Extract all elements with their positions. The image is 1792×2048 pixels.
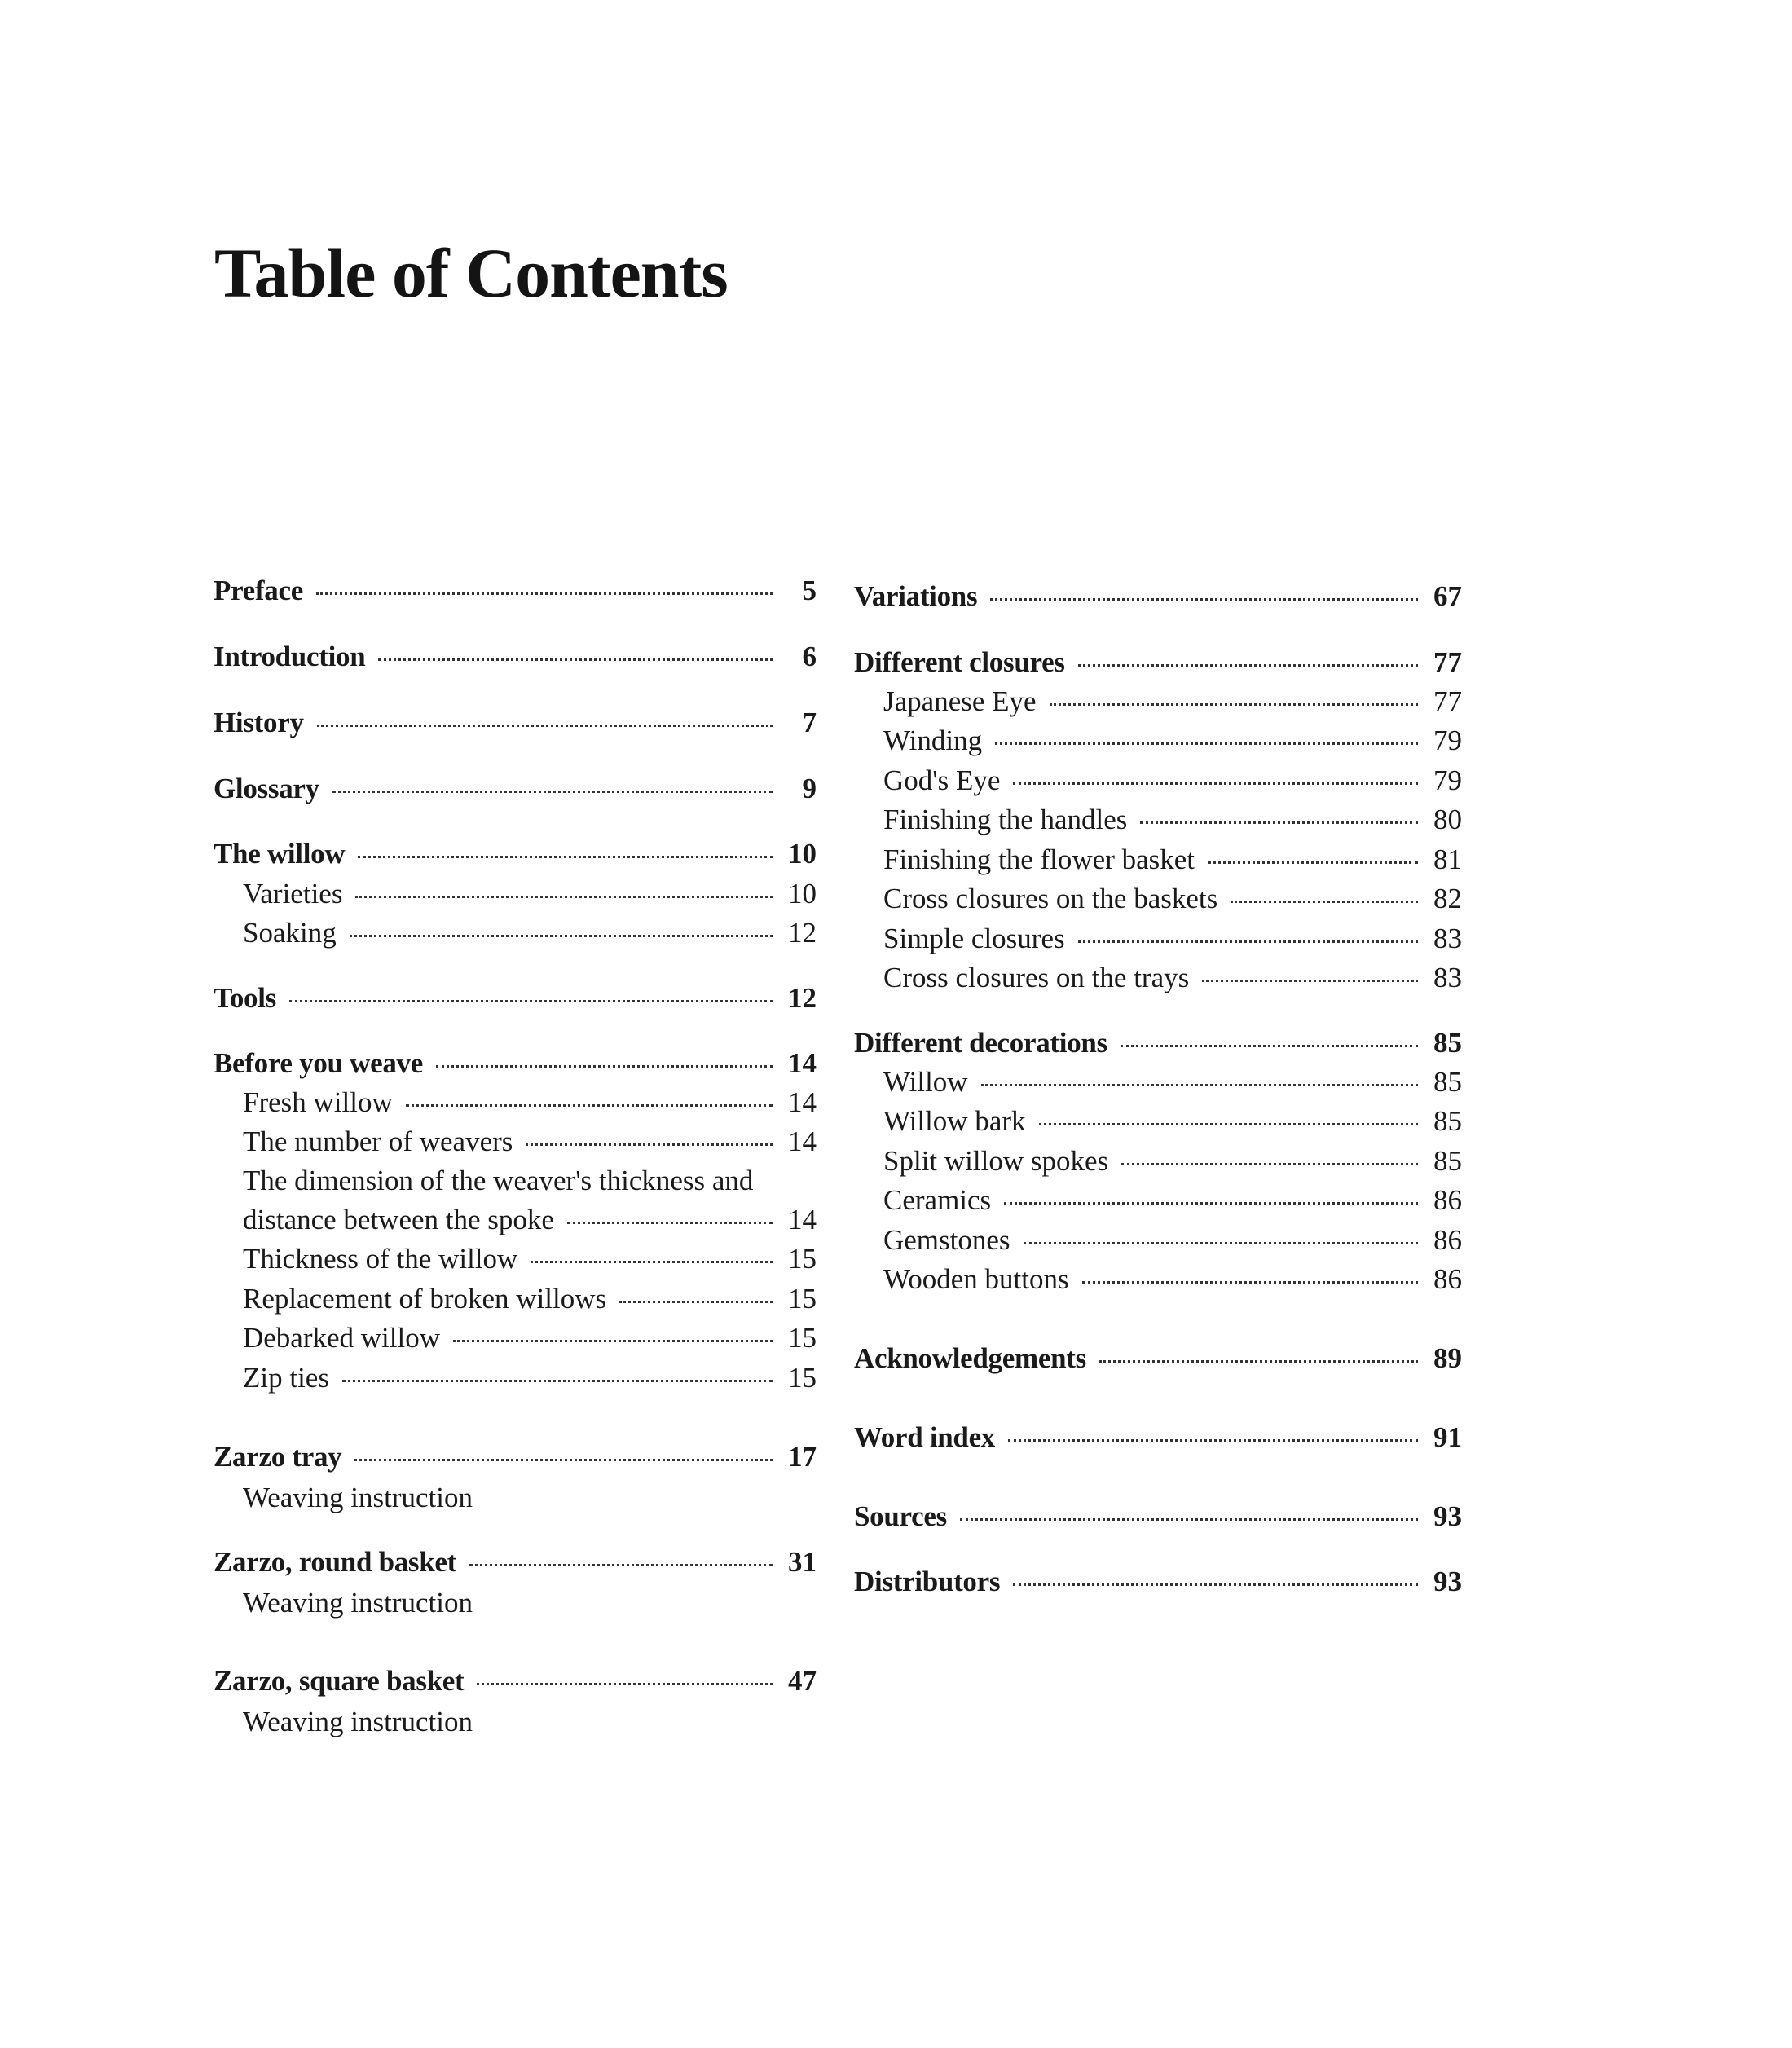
toc-entry-label: History xyxy=(214,707,304,738)
toc-entry-label: Wooden buttons xyxy=(883,1263,1069,1295)
dot-leader xyxy=(1231,901,1418,903)
toc-entry-zarzo-round-basket[interactable] xyxy=(214,1546,817,1587)
dot-leader xyxy=(378,658,773,661)
toc-entry-label: Before you weave xyxy=(214,1047,423,1079)
dot-leader xyxy=(317,725,773,727)
dot-leader xyxy=(453,1340,773,1342)
toc-entry-label: Cross closures on the baskets xyxy=(883,883,1218,914)
toc-subentry-varieties[interactable] xyxy=(243,878,817,918)
dot-leader xyxy=(289,1000,773,1002)
toc-entry-different-closures[interactable] xyxy=(854,646,1462,687)
dot-leader xyxy=(342,1380,773,1382)
toc-entry-page: 15 xyxy=(788,1243,817,1275)
toc-entry-label: Zarzo, square basket xyxy=(214,1665,465,1697)
toc-entry-tools[interactable] xyxy=(214,982,817,1023)
toc-entry-page: 85 xyxy=(1433,1145,1462,1177)
dot-leader xyxy=(567,1222,773,1224)
toc-entry-label: Willow bark xyxy=(883,1105,1026,1137)
toc-entry-page: 67 xyxy=(1433,580,1462,612)
toc-subentry-zip-ties[interactable] xyxy=(243,1362,817,1403)
toc-subentry-dimension-line1[interactable]: The dimension of the weaver's thickness and xyxy=(243,1165,754,1196)
toc-entry-page: 89 xyxy=(1433,1342,1462,1374)
toc-entry-page: 6 xyxy=(802,641,817,672)
dot-leader xyxy=(1024,1242,1418,1244)
toc-subentry-simple-closures[interactable] xyxy=(883,923,1462,963)
toc-entry-glossary[interactable] xyxy=(214,773,817,813)
toc-entry-page: 14 xyxy=(788,1204,817,1235)
dot-leader xyxy=(619,1301,773,1303)
toc-subentry-dimension-line2[interactable] xyxy=(243,1204,817,1244)
toc-entry-label: Simple closures xyxy=(883,923,1065,954)
dot-leader xyxy=(531,1261,773,1263)
toc-entry-label: Introduction xyxy=(214,641,366,672)
toc-entry-label: Debarked willow xyxy=(243,1322,441,1354)
toc-entry-label: Word index xyxy=(854,1421,996,1453)
toc-entry-label: Zarzo, round basket xyxy=(214,1546,457,1578)
toc-entry-page: 79 xyxy=(1433,764,1462,796)
toc-entry-distributors[interactable] xyxy=(854,1566,1462,1606)
toc-entry-page: 82 xyxy=(1433,883,1462,914)
toc-entry-label: Zip ties xyxy=(243,1362,329,1394)
toc-entry-label: Preface xyxy=(214,575,303,606)
toc-entry-page: 9 xyxy=(802,773,817,804)
toc-entry-label: Varieties xyxy=(243,878,343,909)
dot-leader xyxy=(1121,1163,1418,1165)
toc-subentry-debarked-willow[interactable] xyxy=(243,1322,817,1363)
dot-leader xyxy=(1082,1281,1418,1284)
toc-entry-label: The willow xyxy=(214,838,346,870)
toc-entry-page: 10 xyxy=(788,838,817,870)
dot-leader xyxy=(477,1683,773,1685)
toc-entry-label: Willow xyxy=(883,1066,968,1098)
toc-entry-zarzo-tray[interactable] xyxy=(214,1441,817,1482)
toc-entry-label: Different decorations xyxy=(854,1027,1107,1059)
toc-entry-word-index[interactable] xyxy=(854,1421,1462,1462)
dot-leader xyxy=(1140,821,1418,824)
toc-entry-label: Japanese Eye xyxy=(883,685,1037,717)
toc-entry-label: The number of weavers xyxy=(243,1125,513,1157)
dot-leader xyxy=(990,598,1418,601)
toc-entry-introduction[interactable] xyxy=(214,641,817,681)
dot-leader xyxy=(1202,980,1418,982)
toc-entry-label: Zarzo tray xyxy=(214,1441,342,1473)
toc-entry-page: 80 xyxy=(1433,804,1462,835)
toc-entry-zarzo-square-basket[interactable] xyxy=(214,1665,817,1706)
toc-entry-page: 14 xyxy=(788,1047,817,1079)
dot-leader xyxy=(995,742,1418,745)
dot-leader xyxy=(358,856,773,858)
toc-subentry-willow[interactable] xyxy=(883,1066,1462,1107)
toc-entry-page: 5 xyxy=(802,575,817,606)
dot-leader xyxy=(354,1459,773,1461)
toc-subentry-split-willow-spokes[interactable] xyxy=(883,1145,1462,1186)
toc-subentry-weaving-instruction[interactable]: Weaving instruction xyxy=(243,1482,473,1513)
toc-entry-label: distance between the spoke xyxy=(243,1204,554,1235)
toc-entry-variations[interactable] xyxy=(854,580,1462,621)
toc-subentry-replacement-broken-willows[interactable] xyxy=(243,1283,817,1323)
toc-entry-page: 77 xyxy=(1433,646,1462,678)
toc-entry-page: 31 xyxy=(788,1546,817,1578)
toc-entry-page: 85 xyxy=(1433,1066,1462,1098)
toc-entry-page: 83 xyxy=(1433,923,1462,954)
toc-entry-page: 91 xyxy=(1433,1421,1462,1453)
toc-entry-page: 12 xyxy=(788,982,817,1014)
dot-leader xyxy=(1078,940,1418,943)
toc-subentry-cross-closures-trays[interactable] xyxy=(883,962,1462,1002)
toc-entry-page: 83 xyxy=(1433,962,1462,993)
toc-entry-label: Glossary xyxy=(214,773,319,804)
toc-subentry-weaving-instruction[interactable]: Weaving instruction xyxy=(243,1706,473,1737)
toc-entry-before-you-weave[interactable] xyxy=(214,1047,817,1088)
toc-subentry-gemstones[interactable] xyxy=(883,1224,1462,1265)
dot-leader xyxy=(1013,1583,1418,1586)
dot-leader xyxy=(1208,861,1418,864)
toc-entry-label: Acknowledgements xyxy=(854,1342,1086,1374)
toc-entry-page: 12 xyxy=(788,917,817,949)
dot-leader xyxy=(1004,1202,1418,1205)
toc-entry-page: 81 xyxy=(1433,843,1462,875)
toc-entry-the-willow[interactable] xyxy=(214,838,817,879)
dot-leader xyxy=(316,592,773,595)
toc-entry-different-decorations[interactable] xyxy=(854,1027,1462,1068)
toc-entry-page: 15 xyxy=(788,1322,817,1354)
toc-entry-label: Ceramics xyxy=(883,1184,992,1216)
toc-subentry-cross-closures-baskets[interactable] xyxy=(883,883,1462,923)
toc-entry-label: Thickness of the willow xyxy=(243,1243,518,1275)
toc-entry-acknowledgements[interactable] xyxy=(854,1342,1462,1383)
toc-subentry-thickness-of-willow[interactable] xyxy=(243,1243,817,1284)
dot-leader xyxy=(332,791,773,793)
toc-entry-page: 7 xyxy=(802,707,817,738)
toc-entry-sources[interactable] xyxy=(854,1500,1462,1541)
toc-entry-label: Cross closures on the trays xyxy=(883,962,1190,993)
toc-entry-page: 86 xyxy=(1433,1184,1462,1216)
toc-subentry-fresh-willow[interactable] xyxy=(243,1086,817,1127)
toc-entry-page: 10 xyxy=(788,878,817,909)
toc-entry-history[interactable] xyxy=(214,707,817,747)
toc-entry-label: Finishing the handles xyxy=(883,804,1128,835)
toc-entry-page: 85 xyxy=(1433,1027,1462,1059)
toc-entry-page: 15 xyxy=(788,1362,817,1394)
toc-entry-label: Distributors xyxy=(854,1566,1001,1597)
toc-entry-label: Finishing the flower basket xyxy=(883,843,1195,875)
toc-subentry-winding[interactable] xyxy=(883,725,1462,765)
toc-entry-label: Split willow spokes xyxy=(883,1145,1109,1177)
toc-entry-page: 93 xyxy=(1433,1500,1462,1532)
toc-entry-page: 17 xyxy=(788,1441,817,1473)
dot-leader xyxy=(960,1518,1418,1521)
dot-leader xyxy=(469,1564,773,1566)
dot-leader xyxy=(406,1104,773,1107)
toc-entry-page: 86 xyxy=(1433,1263,1462,1295)
toc-entry-label: Replacement of broken willows xyxy=(243,1283,607,1315)
toc-entry-label: Winding xyxy=(883,725,983,756)
toc-subentry-number-of-weavers[interactable] xyxy=(243,1125,817,1166)
toc-entry-page: 15 xyxy=(788,1283,817,1315)
toc-entry-label: Different closures xyxy=(854,646,1065,678)
toc-subentry-japanese-eye[interactable] xyxy=(883,685,1462,726)
toc-entry-label: God's Eye xyxy=(883,764,1001,796)
toc-subentry-finishing-flower-basket[interactable] xyxy=(883,843,1462,884)
dot-leader xyxy=(1008,1439,1418,1442)
toc-entry-label: Tools xyxy=(214,982,276,1014)
toc-entry-label: Fresh willow xyxy=(243,1086,393,1118)
dot-leader xyxy=(436,1065,773,1068)
dot-leader xyxy=(1099,1360,1418,1363)
dot-leader xyxy=(350,935,773,937)
dot-leader xyxy=(355,896,773,898)
dot-leader xyxy=(1078,664,1418,667)
toc-subentry-wooden-buttons[interactable] xyxy=(883,1263,1462,1304)
toc-subentry-soaking[interactable] xyxy=(243,917,817,958)
toc-entry-page: 14 xyxy=(788,1125,817,1157)
toc-subentry-finishing-handles[interactable] xyxy=(883,804,1462,844)
toc-subentry-weaving-instruction[interactable]: Weaving instruction xyxy=(243,1587,473,1619)
toc-entry-label: Variations xyxy=(854,580,978,612)
dot-leader xyxy=(1050,703,1418,706)
toc-subentry-ceramics[interactable] xyxy=(883,1184,1462,1225)
page-title: Table of Contents xyxy=(214,234,728,312)
dot-leader xyxy=(1013,782,1418,785)
toc-entry-page: 86 xyxy=(1433,1224,1462,1256)
toc-entry-page: 79 xyxy=(1433,725,1462,756)
toc-entry-label: Gemstones xyxy=(883,1224,1010,1256)
toc-entry-label: Sources xyxy=(854,1500,947,1532)
toc-subentry-willow-bark[interactable] xyxy=(883,1105,1462,1146)
dot-leader xyxy=(1121,1045,1418,1047)
toc-entry-page: 14 xyxy=(788,1086,817,1118)
dot-leader xyxy=(981,1084,1418,1086)
toc-entry-page: 77 xyxy=(1433,685,1462,717)
toc-entry-page: 47 xyxy=(788,1665,817,1697)
toc-subentry-gods-eye[interactable] xyxy=(883,764,1462,805)
dot-leader xyxy=(1039,1123,1418,1125)
toc-entry-label: Soaking xyxy=(243,917,337,949)
toc-entry-page: 93 xyxy=(1433,1566,1462,1597)
toc-entry-page: 85 xyxy=(1433,1105,1462,1137)
toc-entry-preface[interactable] xyxy=(214,575,817,615)
dot-leader xyxy=(526,1143,773,1146)
